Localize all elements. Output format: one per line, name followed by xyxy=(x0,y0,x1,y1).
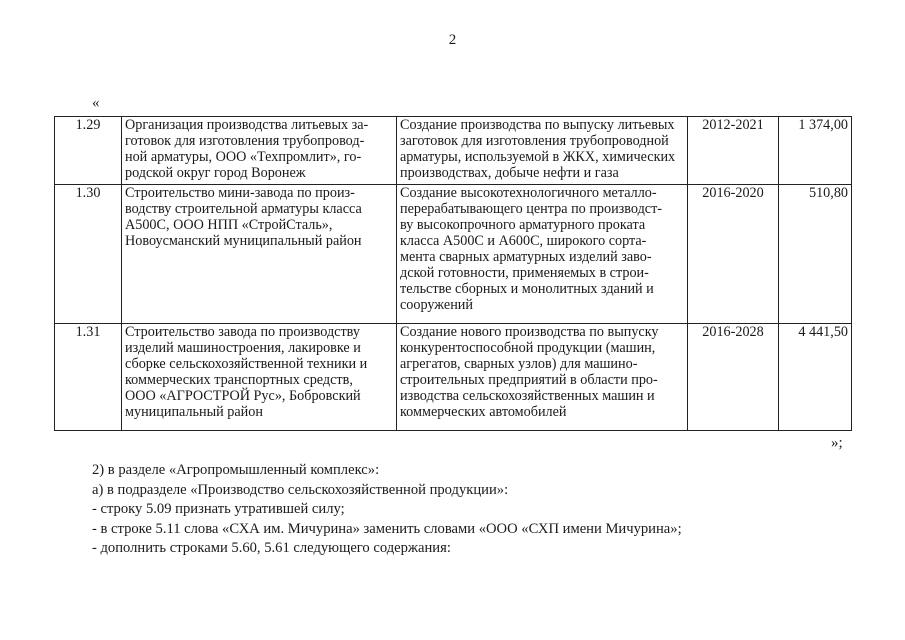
instruction-line: 2) в разделе «Агропромышленный комплекс»: xyxy=(92,462,380,478)
org-line: Новоусманский муниципальный район xyxy=(125,233,362,249)
org-line: Строительство завода по производству xyxy=(125,324,360,340)
instruction-line: - дополнить строками 5.60, 5.61 следующего содержания: xyxy=(92,540,451,556)
desc-line: изводства сельскохозяйственных машин и xyxy=(400,388,655,404)
investment-amount: 510,80 xyxy=(779,185,852,324)
org-line: А500С, ООО НПП «СтройСталь», xyxy=(125,217,333,233)
table-row xyxy=(55,185,852,324)
amendment-instructions xyxy=(92,461,872,559)
instruction-line: - строку 5.09 признать утратившей силу; xyxy=(92,501,345,517)
desc-line: производствах, добыче нефти и газа xyxy=(400,165,619,181)
org-line: Строительство мини-завода по произ- xyxy=(125,185,355,201)
project-description xyxy=(397,185,688,324)
desc-line: дской готовности, применяемых в строи- xyxy=(400,265,649,281)
projects-table xyxy=(54,116,852,431)
desc-line: мента сварных арматурных изделий заво- xyxy=(400,249,652,265)
investment-amount: 4 441,50 xyxy=(779,324,852,431)
desc-line: арматуры, используемой в ЖКХ, химических xyxy=(400,149,676,165)
desc-line: заготовок для изготовления трубопроводной xyxy=(400,133,669,149)
org-line: коммерческих транспортных средств, xyxy=(125,372,353,388)
row-number: 1.30 xyxy=(55,185,122,324)
row-number: 1.31 xyxy=(55,324,122,431)
org-line: сборке сельскохозяйственной техники и xyxy=(125,356,368,372)
project-description xyxy=(397,324,688,431)
desc-line: конкурентоспособной продукции (машин, xyxy=(400,340,656,356)
org-line: ной арматуры, ООО «Техпромлит», го- xyxy=(125,149,362,165)
desc-line: перерабатывающего центра по производст- xyxy=(400,201,663,217)
org-line: водству строительной арматуры класса xyxy=(125,201,362,217)
instruction-line: - в строке 5.11 слова «СХА им. Мичурина» заменить словами «ООО «СХП имени Мичурина»; xyxy=(92,520,682,537)
org-line: Организация производства литьевых за- xyxy=(125,117,369,133)
instruction-line: а) в подразделе «Производство сельскохозяйственной продукции»: xyxy=(92,481,509,498)
desc-line: Создание производства по выпуску литьевых xyxy=(400,117,675,133)
desc-line: Создание нового производства по выпуску xyxy=(400,324,659,340)
project-organization xyxy=(122,117,397,185)
org-line: ООО «АГРОСТРОЙ Рус», Бобровский xyxy=(125,388,361,404)
desc-line: строительных предприятий в области про- xyxy=(400,372,658,388)
desc-line: Создание высокотехнологичного металло- xyxy=(400,185,657,201)
implementation-years: 2016-2028 xyxy=(688,324,779,431)
org-line: муниципальный район xyxy=(125,404,263,420)
table-row xyxy=(55,324,852,431)
implementation-years: 2016-2020 xyxy=(688,185,779,324)
desc-line: тельстве сборных и монолитных зданий и xyxy=(400,281,654,297)
row-number: 1.29 xyxy=(55,117,122,185)
table-row xyxy=(55,117,852,185)
desc-line: коммерческих автомобилей xyxy=(400,404,567,420)
implementation-years: 2012-2021 xyxy=(688,117,779,185)
investment-amount: 1 374,00 xyxy=(779,117,852,185)
closing-quote-mark: »; xyxy=(831,435,843,451)
page-number: 2 xyxy=(448,32,457,48)
org-line: родской округ город Воронеж xyxy=(125,165,306,181)
opening-quote-mark: « xyxy=(92,95,100,111)
project-organization xyxy=(122,185,397,324)
org-line: готовок для изготовления трубопровод- xyxy=(125,133,365,149)
desc-line: класса А500С и А600С, широкого сорта- xyxy=(400,233,647,249)
desc-line: ву высокопрочного арматурного проката xyxy=(400,217,646,233)
project-description xyxy=(397,117,688,185)
project-organization xyxy=(122,324,397,431)
org-line: изделий машиностроения, лакировке и xyxy=(125,340,361,356)
desc-line: сооружений xyxy=(400,297,473,313)
desc-line: агрегатов, сварных узлов) для машино- xyxy=(400,356,638,372)
